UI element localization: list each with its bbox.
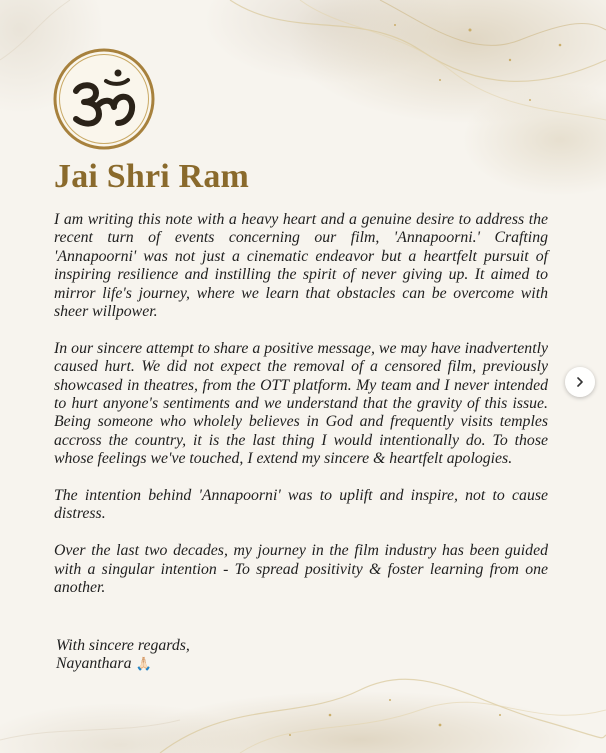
- chevron-right-icon: [574, 376, 586, 388]
- om-icon: [52, 47, 156, 151]
- signoff-regards: With sincere regards,: [56, 637, 190, 654]
- paragraph: The intention behind 'Annapoorni' was to uplift and inspire, not to cause distress.: [54, 487, 548, 523]
- signature-block: [56, 637, 190, 674]
- folded-hands-emoji: 🙏🏻: [135, 656, 152, 672]
- carousel-next-button[interactable]: [565, 367, 595, 397]
- paragraph: In our sincere attempt to share a positive message, we may have inadvertently caused hurt. We did not expect the removal of a censored film, previously showcased in theatres, from the OTT platform. My team and I never intended to hurt anyone's sentiments and we understand that the gravity of this issue. Being someone who wholely believes in God and frequently visits temples accross the country, it is the last thing I would intentionally do. To those whose feelings we've touched, I extend my sincere & heartfelt apologies.: [54, 339, 548, 468]
- page-title: Jai Shri Ram: [54, 158, 250, 195]
- signoff-line: [56, 655, 190, 673]
- paragraph: I am writing this note with a heavy heart and a genuine desire to address the recent turn of events concerning our film, 'Annapoorni.' Crafting 'Annapoorni' was not just a cinematic endeavor but a heartfelt pursuit of inspiring resilience and instilling the spirit of never giving up. It aimed to mirror life's journey, where we learn that obstacles can be overcome with sheer willpower.: [54, 211, 548, 321]
- letter-body: [54, 211, 548, 616]
- paragraph: Over the last two decades, my journey in the film industry has been guided with a singular intention - To spread positivity & foster learning from one another.: [54, 542, 548, 597]
- signoff-name: Nayanthara: [56, 655, 132, 673]
